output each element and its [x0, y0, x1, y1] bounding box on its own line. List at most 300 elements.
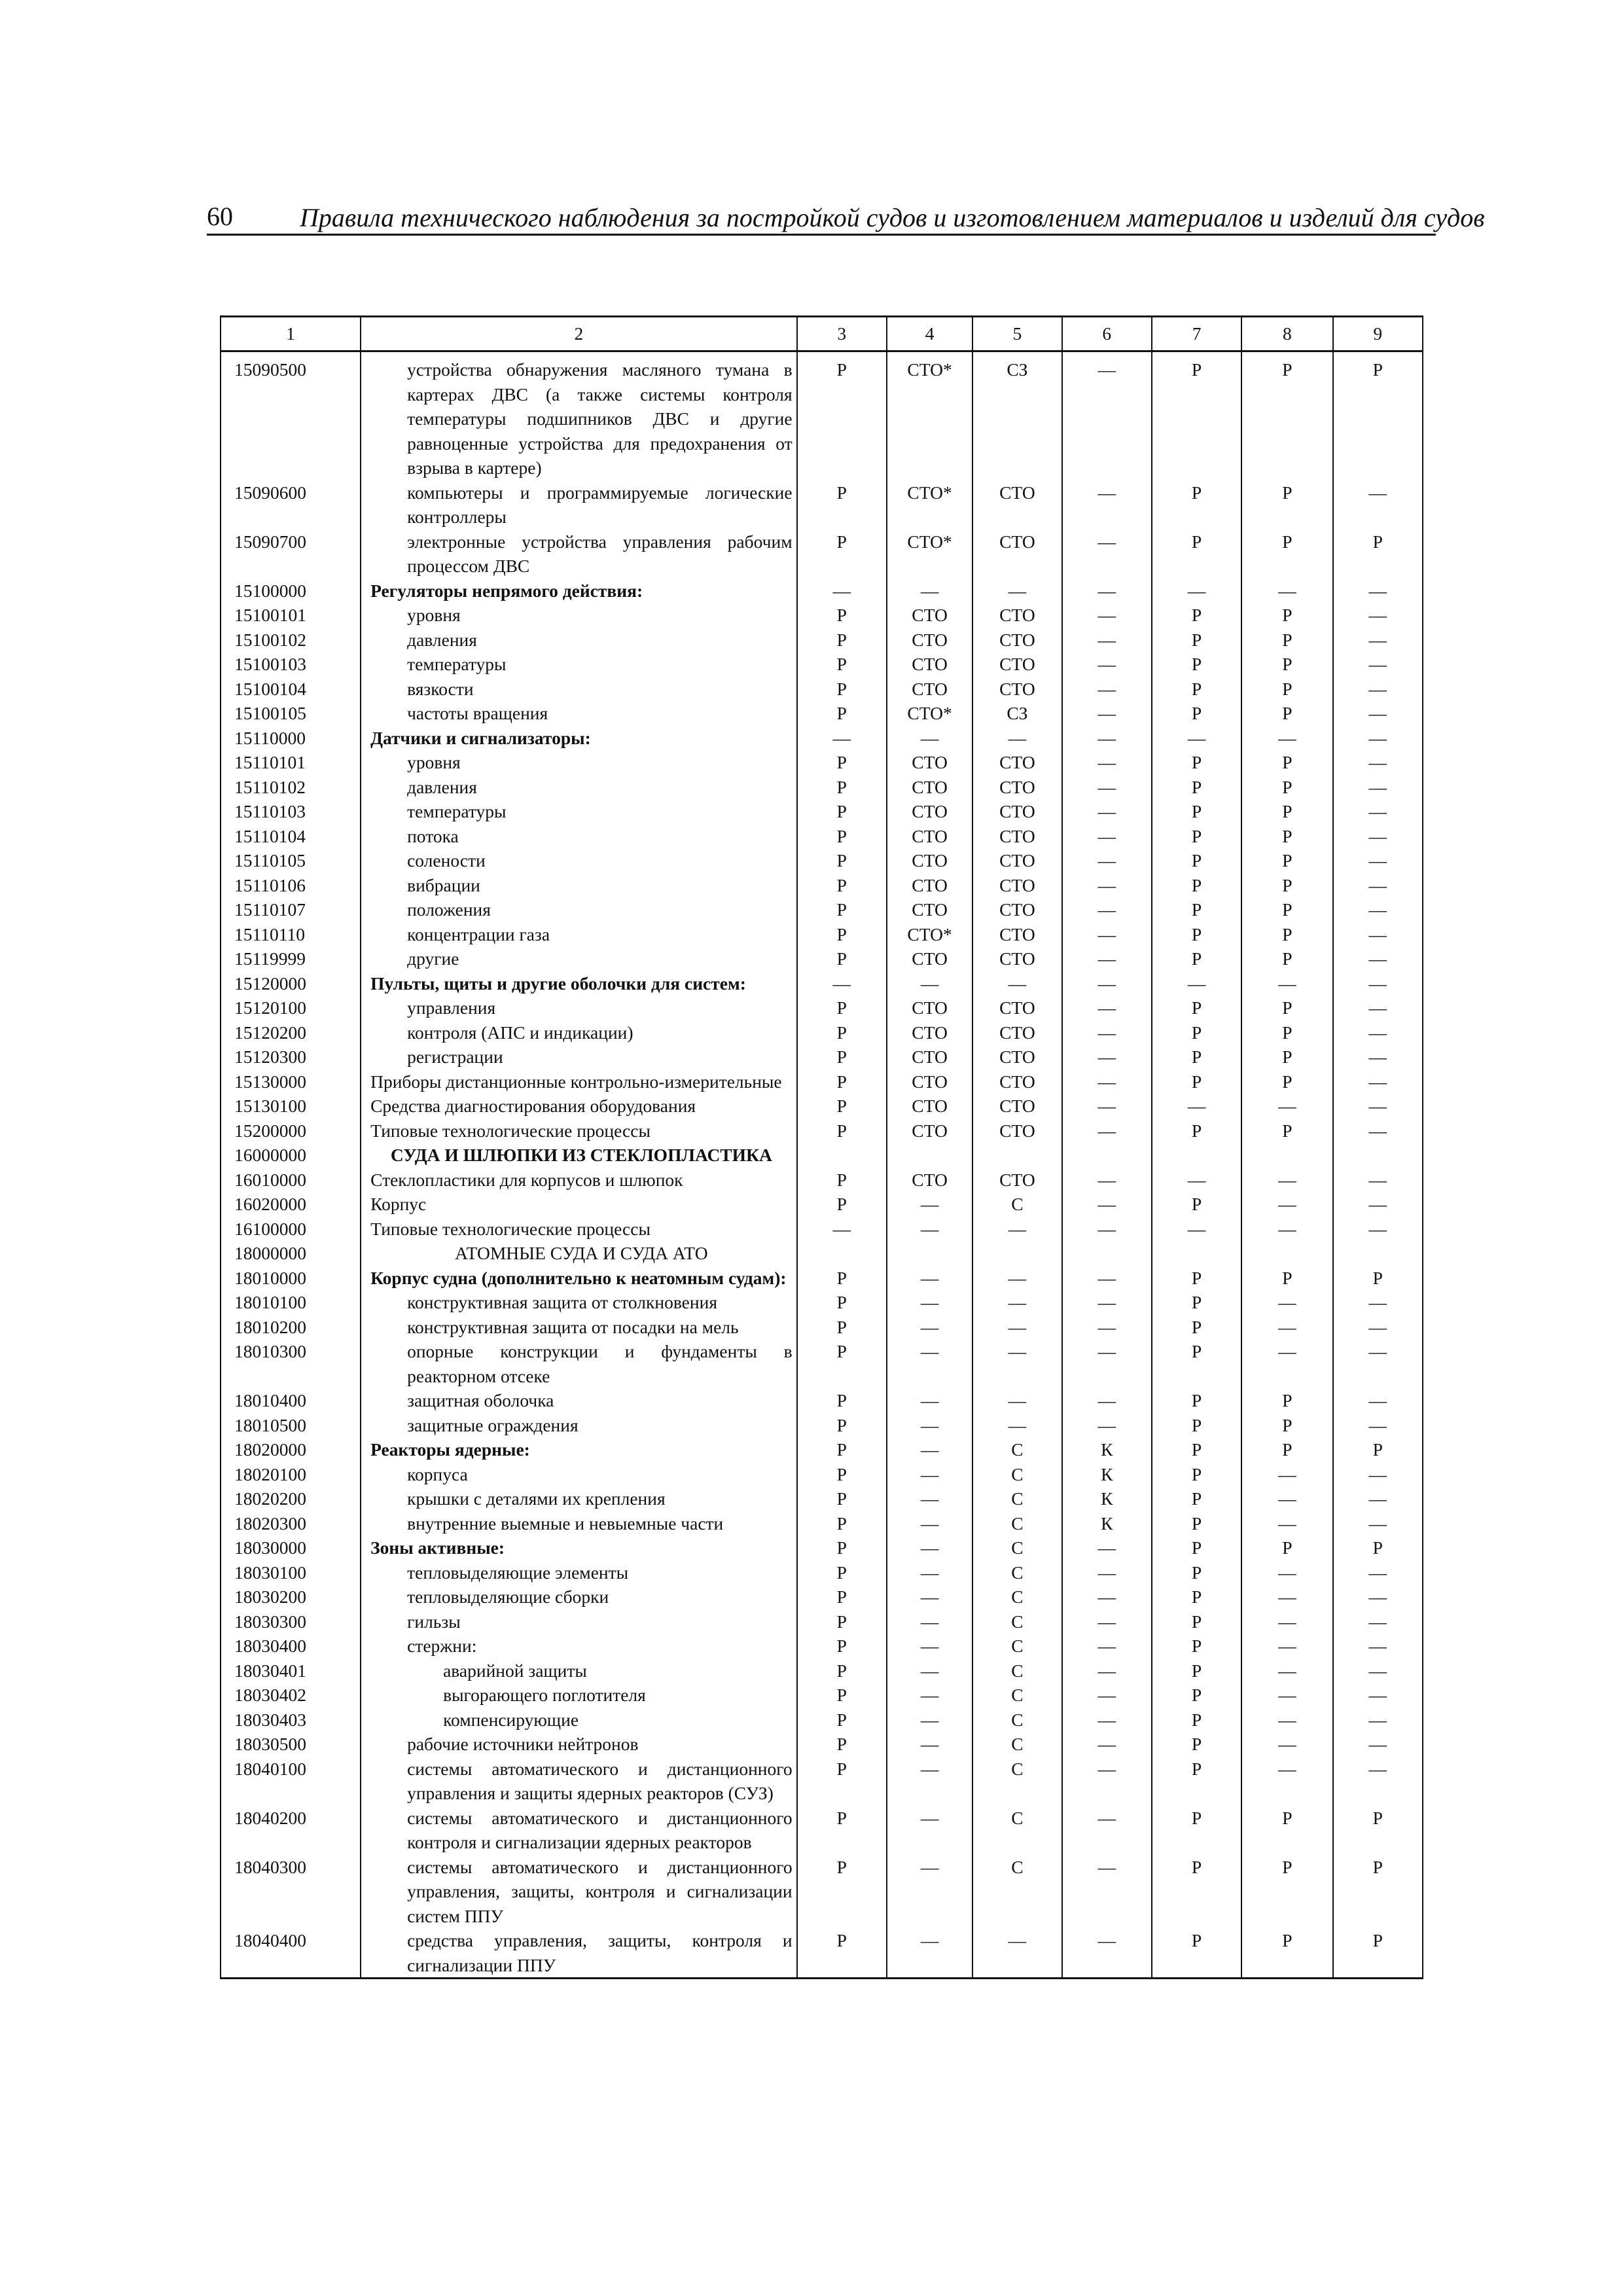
cell-col-6: —	[1062, 1339, 1152, 1388]
cell-col-7: Р	[1152, 628, 1241, 653]
cell-col-5: СТО	[972, 628, 1061, 653]
cell-col-3: Р	[797, 1315, 887, 1340]
item-code: 18010300	[221, 1339, 361, 1388]
table-row	[221, 480, 1423, 529]
cell-col-5: —	[972, 1928, 1061, 1979]
cell-col-4: СТО	[887, 1045, 972, 1069]
table-row	[221, 1388, 1423, 1413]
cell-col-8: Р	[1241, 1388, 1332, 1413]
cell-col-8: Р	[1241, 1855, 1332, 1929]
cell-col-4: СТО	[887, 1168, 972, 1193]
item-code: 15130000	[221, 1069, 361, 1094]
table-row	[221, 603, 1423, 628]
cell-col-3: Р	[797, 775, 887, 800]
cell-col-3: Р	[797, 946, 887, 971]
cell-col-6: —	[1062, 775, 1152, 800]
item-name: компьютеры и программируемые логические контроллеры	[361, 480, 797, 529]
cell-col-3: Р	[797, 1486, 887, 1511]
item-code: 18030300	[221, 1609, 361, 1634]
cell-col-8: Р	[1241, 946, 1332, 971]
table-row	[221, 1020, 1423, 1045]
cell-col-3: Р	[797, 1806, 887, 1855]
item-name: системы автоматического и дистанционного управления и защиты ядерных реакторов (СУЗ)	[361, 1757, 797, 1806]
cell-col-7: Р	[1152, 1266, 1241, 1291]
cell-col-3: Р	[797, 1192, 887, 1217]
item-name: защитная оболочка	[361, 1388, 797, 1413]
item-code: 18030402	[221, 1683, 361, 1708]
cell-col-8: Р	[1241, 628, 1332, 653]
cell-col-7	[1152, 1241, 1241, 1266]
cell-col-5: СТО	[972, 529, 1061, 579]
cell-col-5: —	[972, 1217, 1061, 1242]
item-name: уровня	[361, 603, 797, 628]
item-code: 18030400	[221, 1634, 361, 1659]
cell-col-8: —	[1241, 1708, 1332, 1732]
cell-col-7: Р	[1152, 1119, 1241, 1143]
cell-col-6: —	[1062, 1535, 1152, 1560]
item-name: контроля (АПС и индикации)	[361, 1020, 797, 1045]
cell-col-5: СТО	[972, 946, 1061, 971]
table-row	[221, 1143, 1423, 1168]
cell-col-8: Р	[1241, 701, 1332, 726]
cell-col-4: СТО	[887, 628, 972, 653]
cell-col-9: —	[1333, 996, 1423, 1020]
cell-col-4: —	[887, 1585, 972, 1609]
cell-col-7: Р	[1152, 824, 1241, 849]
cell-col-9: —	[1333, 971, 1423, 996]
item-code: 18040400	[221, 1928, 361, 1979]
cell-col-9: —	[1333, 1585, 1423, 1609]
cell-col-7: Р	[1152, 799, 1241, 824]
item-code: 16020000	[221, 1192, 361, 1217]
cell-col-3: Р	[797, 603, 887, 628]
cell-col-9: Р	[1333, 529, 1423, 579]
cell-col-7: —	[1152, 971, 1241, 996]
item-name: концентрации газа	[361, 922, 797, 947]
item-name: температуры	[361, 799, 797, 824]
cell-col-9: —	[1333, 1315, 1423, 1340]
item-code: 15100101	[221, 603, 361, 628]
item-name: средства управления, защиты, контроля и сигнализации ППУ	[361, 1928, 797, 1979]
cell-col-8: Р	[1241, 1413, 1332, 1438]
item-name: Реакторы ядерные:	[361, 1437, 797, 1462]
running-title: Правила технического наблюдения за постройкой судов и изготовлением материалов и изделий для судов	[300, 203, 1485, 232]
item-name: корпуса	[361, 1462, 797, 1487]
item-code: 18020100	[221, 1462, 361, 1487]
cell-col-6: К	[1062, 1511, 1152, 1536]
cell-col-5: С	[972, 1609, 1061, 1634]
cell-col-9: —	[1333, 701, 1423, 726]
cell-col-7: Р	[1152, 996, 1241, 1020]
cell-col-8: Р	[1241, 824, 1332, 849]
cell-col-3: Р	[797, 628, 887, 653]
item-code: 18030401	[221, 1659, 361, 1683]
cell-col-5: —	[972, 1290, 1061, 1315]
item-code: 18020300	[221, 1511, 361, 1536]
cell-col-7: —	[1152, 1094, 1241, 1119]
cell-col-7: Р	[1152, 1535, 1241, 1560]
item-name: частоты вращения	[361, 701, 797, 726]
table-row	[221, 1683, 1423, 1708]
cell-col-8: —	[1241, 1094, 1332, 1119]
item-code: 18030200	[221, 1585, 361, 1609]
cell-col-5: СТО	[972, 775, 1061, 800]
cell-col-8: —	[1241, 1486, 1332, 1511]
cell-col-6: —	[1062, 1855, 1152, 1929]
cell-col-7: Р	[1152, 1928, 1241, 1979]
cell-col-9	[1333, 1241, 1423, 1266]
table-body	[221, 351, 1423, 1979]
cell-col-9: —	[1333, 1757, 1423, 1806]
table-row	[221, 1241, 1423, 1266]
cell-col-6: —	[1062, 1266, 1152, 1291]
cell-col-9: —	[1333, 1168, 1423, 1193]
cell-col-7: Р	[1152, 1609, 1241, 1634]
cell-col-4: —	[887, 1339, 972, 1388]
table-row	[221, 1659, 1423, 1683]
table-row	[221, 1119, 1423, 1143]
cell-col-9: —	[1333, 1192, 1423, 1217]
cell-col-8: Р	[1241, 1266, 1332, 1291]
item-code: 15110000	[221, 726, 361, 751]
item-name: Приборы дистанционные контрольно-измерительные	[361, 1069, 797, 1094]
cell-col-8: —	[1241, 1732, 1332, 1757]
cell-col-6: —	[1062, 1388, 1152, 1413]
item-code: 18020000	[221, 1437, 361, 1462]
cell-col-4: —	[887, 1486, 972, 1511]
table-row	[221, 1315, 1423, 1340]
cell-col-7: Р	[1152, 1806, 1241, 1855]
cell-col-4: —	[887, 1634, 972, 1659]
table-row	[221, 1462, 1423, 1487]
cell-col-4: —	[887, 1708, 972, 1732]
table-row	[221, 946, 1423, 971]
item-name: гильзы	[361, 1609, 797, 1634]
cell-col-8: Р	[1241, 799, 1332, 824]
column-header: 6	[1062, 317, 1152, 351]
cell-col-9: —	[1333, 775, 1423, 800]
cell-col-6: —	[1062, 652, 1152, 677]
cell-col-4: —	[887, 1928, 972, 1979]
column-number-row	[221, 317, 1423, 351]
cell-col-7: Р	[1152, 1757, 1241, 1806]
item-name: внутренние выемные и невыемные части	[361, 1511, 797, 1536]
cell-col-9: —	[1333, 1708, 1423, 1732]
item-code: 15120300	[221, 1045, 361, 1069]
cell-col-6: —	[1062, 799, 1152, 824]
cell-col-9: —	[1333, 579, 1423, 603]
cell-col-8: —	[1241, 1315, 1332, 1340]
cell-col-7: Р	[1152, 873, 1241, 898]
column-header: 3	[797, 317, 887, 351]
table-row	[221, 1708, 1423, 1732]
cell-col-6: —	[1062, 1069, 1152, 1094]
cell-col-9: Р	[1333, 1535, 1423, 1560]
cell-col-7: Р	[1152, 1290, 1241, 1315]
cell-col-9: Р	[1333, 1806, 1423, 1855]
item-name: давления	[361, 628, 797, 653]
table-row	[221, 873, 1423, 898]
cell-col-8: —	[1241, 1290, 1332, 1315]
cell-col-5: СТО	[972, 1168, 1061, 1193]
cell-col-3: Р	[797, 996, 887, 1020]
item-code: 15110102	[221, 775, 361, 800]
cell-col-4: —	[887, 1413, 972, 1438]
cell-col-6	[1062, 1241, 1152, 1266]
cell-col-8: —	[1241, 1585, 1332, 1609]
cell-col-6: —	[1062, 1560, 1152, 1585]
item-name: СУДА И ШЛЮПКИ ИЗ СТЕКЛОПЛАСТИКА	[361, 1143, 797, 1168]
item-name: уровня	[361, 750, 797, 775]
cell-col-3	[797, 1241, 887, 1266]
cell-col-3: Р	[797, 1928, 887, 1979]
cell-col-8: Р	[1241, 848, 1332, 873]
item-name: вибрации	[361, 873, 797, 898]
item-code: 15090700	[221, 529, 361, 579]
item-name: конструктивная защита от посадки на мель	[361, 1315, 797, 1340]
table-row	[221, 897, 1423, 922]
cell-col-4: —	[887, 1315, 972, 1340]
table-row	[221, 1634, 1423, 1659]
cell-col-8: Р	[1241, 897, 1332, 922]
cell-col-9: —	[1333, 824, 1423, 849]
cell-col-3: —	[797, 726, 887, 751]
cell-col-6: —	[1062, 1290, 1152, 1315]
item-code: 18040200	[221, 1806, 361, 1855]
cell-col-4: СТО*	[887, 480, 972, 529]
cell-col-4: СТО	[887, 1020, 972, 1045]
item-code: 15110107	[221, 897, 361, 922]
cell-col-3: Р	[797, 1045, 887, 1069]
table-row	[221, 677, 1423, 702]
cell-col-5: С	[972, 1535, 1061, 1560]
table-row	[221, 750, 1423, 775]
cell-col-9: Р	[1333, 1928, 1423, 1979]
table-row	[221, 726, 1423, 751]
item-name: солености	[361, 848, 797, 873]
item-name: аварийной защиты	[361, 1659, 797, 1683]
cell-col-3: Р	[797, 1511, 887, 1536]
cell-col-6: —	[1062, 1217, 1152, 1242]
cell-col-8: Р	[1241, 1437, 1332, 1462]
cell-col-7: Р	[1152, 775, 1241, 800]
cell-col-4: СТО*	[887, 529, 972, 579]
cell-col-3: Р	[797, 1168, 887, 1193]
cell-col-7: Р	[1152, 1388, 1241, 1413]
cell-col-8: Р	[1241, 873, 1332, 898]
item-code: 15110101	[221, 750, 361, 775]
cell-col-5: —	[972, 1413, 1061, 1438]
cell-col-3: Р	[797, 922, 887, 947]
item-code: 15120100	[221, 996, 361, 1020]
cell-col-3: Р	[797, 1609, 887, 1634]
cell-col-6: —	[1062, 897, 1152, 922]
cell-col-5: СТО	[972, 603, 1061, 628]
cell-col-3: Р	[797, 750, 887, 775]
item-name: температуры	[361, 652, 797, 677]
cell-col-6: —	[1062, 824, 1152, 849]
cell-col-9: —	[1333, 1094, 1423, 1119]
cell-col-6: —	[1062, 971, 1152, 996]
cell-col-7: Р	[1152, 1708, 1241, 1732]
cell-col-6: —	[1062, 726, 1152, 751]
cell-col-6: —	[1062, 873, 1152, 898]
cell-col-3: Р	[797, 1757, 887, 1806]
cell-col-7: Р	[1152, 1462, 1241, 1487]
table-row	[221, 579, 1423, 603]
cell-col-6: —	[1062, 1315, 1152, 1340]
cell-col-3: Р	[797, 1069, 887, 1094]
cell-col-9: —	[1333, 1732, 1423, 1757]
cell-col-7: Р	[1152, 1045, 1241, 1069]
item-code: 15100104	[221, 677, 361, 702]
cell-col-8: Р	[1241, 652, 1332, 677]
cell-col-4: СТО	[887, 775, 972, 800]
table-row	[221, 1560, 1423, 1585]
cell-col-9: —	[1333, 1486, 1423, 1511]
table-row	[221, 1192, 1423, 1217]
cell-col-6: —	[1062, 1634, 1152, 1659]
cell-col-3: Р	[797, 1634, 887, 1659]
cell-col-6: —	[1062, 677, 1152, 702]
cell-col-4: СТО	[887, 799, 972, 824]
item-name: положения	[361, 897, 797, 922]
item-code: 15200000	[221, 1119, 361, 1143]
cell-col-8: —	[1241, 1634, 1332, 1659]
cell-col-8: —	[1241, 1511, 1332, 1536]
cell-col-6: —	[1062, 480, 1152, 529]
cell-col-9: —	[1333, 480, 1423, 529]
cell-col-3: Р	[797, 1732, 887, 1757]
column-header: 2	[361, 317, 797, 351]
cell-col-7: Р	[1152, 1020, 1241, 1045]
item-name: конструктивная защита от столкновения	[361, 1290, 797, 1315]
cell-col-9: —	[1333, 897, 1423, 922]
cell-col-3: —	[797, 579, 887, 603]
cell-col-7: Р	[1152, 1683, 1241, 1708]
cell-col-4	[887, 1241, 972, 1266]
table-row	[221, 1609, 1423, 1634]
cell-col-5: С	[972, 1806, 1061, 1855]
cell-col-3: —	[797, 1217, 887, 1242]
item-code: 18040100	[221, 1757, 361, 1806]
cell-col-4: —	[887, 1511, 972, 1536]
cell-col-5: СТО	[972, 652, 1061, 677]
cell-col-9: —	[1333, 946, 1423, 971]
cell-col-7: Р	[1152, 946, 1241, 971]
item-name: стержни:	[361, 1634, 797, 1659]
item-code: 15120200	[221, 1020, 361, 1045]
item-code: 18030100	[221, 1560, 361, 1585]
cell-col-4: СТО	[887, 897, 972, 922]
cell-col-9	[1333, 1143, 1423, 1168]
cell-col-5: СТО	[972, 1045, 1061, 1069]
cell-col-9: —	[1333, 1119, 1423, 1143]
cell-col-4: СТО	[887, 652, 972, 677]
cell-col-5: СЗ	[972, 351, 1061, 480]
cell-col-3: Р	[797, 701, 887, 726]
cell-col-9: —	[1333, 922, 1423, 947]
item-code: 18000000	[221, 1241, 361, 1266]
cell-col-3: —	[797, 971, 887, 996]
cell-col-7: —	[1152, 726, 1241, 751]
cell-col-7: Р	[1152, 529, 1241, 579]
cell-col-3: Р	[797, 480, 887, 529]
cell-col-4: —	[887, 1462, 972, 1487]
cell-col-6: К	[1062, 1437, 1152, 1462]
cell-col-5: С	[972, 1659, 1061, 1683]
page-number: 60	[207, 202, 233, 231]
table-row	[221, 628, 1423, 653]
cell-col-6: —	[1062, 628, 1152, 653]
cell-col-7: Р	[1152, 677, 1241, 702]
cell-col-5: —	[972, 971, 1061, 996]
item-name: Стеклопластики для корпусов и шлюпок	[361, 1168, 797, 1193]
cell-col-6: К	[1062, 1462, 1152, 1487]
cell-col-9: —	[1333, 1683, 1423, 1708]
cell-col-6: —	[1062, 1094, 1152, 1119]
cell-col-6: —	[1062, 1020, 1152, 1045]
cell-col-5: СТО	[972, 1119, 1061, 1143]
item-code: 18010000	[221, 1266, 361, 1291]
item-name: Корпус	[361, 1192, 797, 1217]
cell-col-5: СТО	[972, 996, 1061, 1020]
cell-col-7: Р	[1152, 750, 1241, 775]
cell-col-4: СТО	[887, 603, 972, 628]
cell-col-8: —	[1241, 1757, 1332, 1806]
table-row	[221, 1511, 1423, 1536]
cell-col-5: СТО	[972, 1094, 1061, 1119]
table-row	[221, 1290, 1423, 1315]
cell-col-8: —	[1241, 1462, 1332, 1487]
item-code: 18010200	[221, 1315, 361, 1340]
cell-col-3: Р	[797, 1708, 887, 1732]
cell-col-3: Р	[797, 1020, 887, 1045]
cell-col-3: Р	[797, 1855, 887, 1929]
cell-col-4: —	[887, 1192, 972, 1217]
item-name: системы автоматического и дистанционного управления, защиты, контроля и сигнализации систем ППУ	[361, 1855, 797, 1929]
cell-col-9: —	[1333, 750, 1423, 775]
item-name: Типовые технологические процессы	[361, 1119, 797, 1143]
cell-col-9: —	[1333, 848, 1423, 873]
item-code: 18010400	[221, 1388, 361, 1413]
item-name: рабочие источники нейтронов	[361, 1732, 797, 1757]
item-code: 16100000	[221, 1217, 361, 1242]
cell-col-6: —	[1062, 1683, 1152, 1708]
cell-col-8: Р	[1241, 529, 1332, 579]
cell-col-4	[887, 1143, 972, 1168]
cell-col-3: Р	[797, 1560, 887, 1585]
cell-col-4: —	[887, 971, 972, 996]
item-name: системы автоматического и дистанционного контроля и сигнализации ядерных реакторов	[361, 1806, 797, 1855]
cell-col-3: Р	[797, 1290, 887, 1315]
cell-col-5: СТО	[972, 897, 1061, 922]
cell-col-4: СТО	[887, 677, 972, 702]
cell-col-4: СТО	[887, 1094, 972, 1119]
cell-col-4: —	[887, 1217, 972, 1242]
item-name: устройства обнаружения масляного тумана в картерах ДВС (а также системы контроля температуры подшипников ДВС и другие равноценные устройства для предохранения от взрыва в картере)	[361, 351, 797, 480]
cell-col-7	[1152, 1143, 1241, 1168]
cell-col-8: —	[1241, 1168, 1332, 1193]
cell-col-8: Р	[1241, 775, 1332, 800]
item-name: Датчики и сигнализаторы:	[361, 726, 797, 751]
cell-col-4: —	[887, 1757, 972, 1806]
cell-col-9: Р	[1333, 1855, 1423, 1929]
cell-col-6: —	[1062, 701, 1152, 726]
item-name: Зоны активные:	[361, 1535, 797, 1560]
cell-col-6: —	[1062, 1585, 1152, 1609]
table-row	[221, 996, 1423, 1020]
